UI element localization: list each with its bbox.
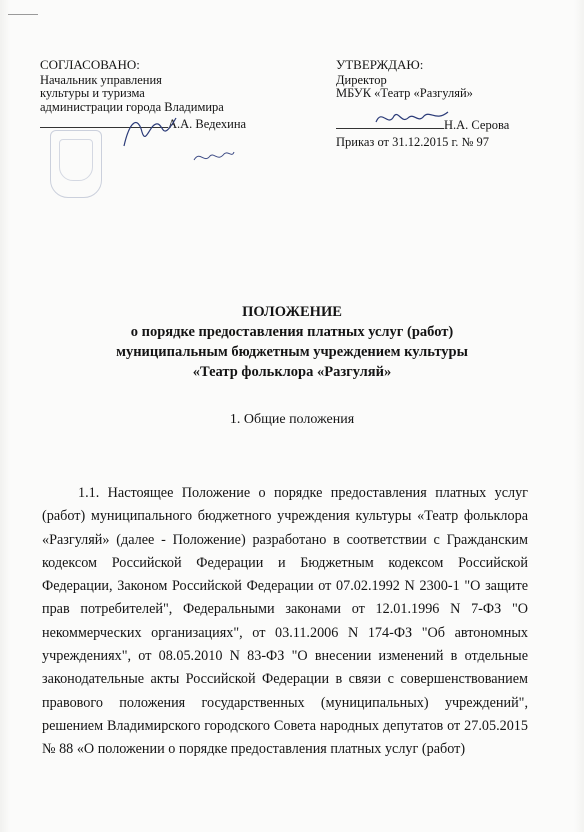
title-line-1: ПОЛОЖЕНИЕ [242, 304, 342, 320]
title-line-2: о порядке предоставления платных услуг (работ) [130, 324, 454, 340]
section-heading: 1. Общие положения [229, 412, 355, 427]
agreed-signatory: А.А. Ведехина [168, 117, 247, 131]
paragraph-1-1: 1.1. Настоящее Положение о порядке предоставления платных услуг (работ) муниципального бюджетного учреждения культуры «Театр фольклора «Разгуляй» (далее - Положение) разработано в соответствии с Гражданским кодексом Российской Федерации и Бюджетным кодексом Российской Федерации, Законом Российской Федерации от 07.02.1992 N 2300-1 "О защите прав потребителей", Федеральными законами от 12.01.1996 N 7-ФЗ "О некоммерческих организациях", от 03.11.2006 N 174-ФЗ "Об автономных учреждениях", от 08.05.2010 N 83-ФЗ "О внесении изменений в отдельные законодательные акты Российской Федерации в связи с совершенствованием правового положения государственных (муниципальных) учреждений", решением Владимирского городского Совета народных депутатов от 27.05.2015 № 88 «О положении о порядке предоставления платных услуг (работ) [42, 485, 528, 758]
approved-heading: УТВЕРЖДАЮ: [336, 57, 424, 72]
paraph-icon [192, 146, 236, 166]
approved-position-line1: Директор [336, 72, 387, 87]
document-title [60, 302, 524, 382]
agreed-position-line1: Начальник управления [40, 72, 162, 87]
agreed-position-line2: культуры и туризма [40, 86, 145, 100]
approved-signatory: Н.А. Серова [444, 117, 510, 132]
approval-order: Приказ от 31.12.2015 г. № 97 [336, 135, 490, 149]
agreed-position-line3: администрации города Владимира [40, 99, 224, 114]
title-line-4: «Театр фольклора «Разгуляй» [192, 364, 392, 380]
agreed-heading: СОГЛАСОВАНО: [40, 57, 140, 72]
page-edge-mark [8, 14, 38, 15]
signature-left-icon [120, 112, 180, 152]
stamp-emblem-icon [50, 130, 102, 198]
signature-right-icon [372, 104, 452, 130]
title-line-3: муниципальным бюджетным учреждением культуры [116, 344, 468, 360]
approved-position-line2: МБУК «Театр «Разгуляй» [336, 86, 473, 100]
